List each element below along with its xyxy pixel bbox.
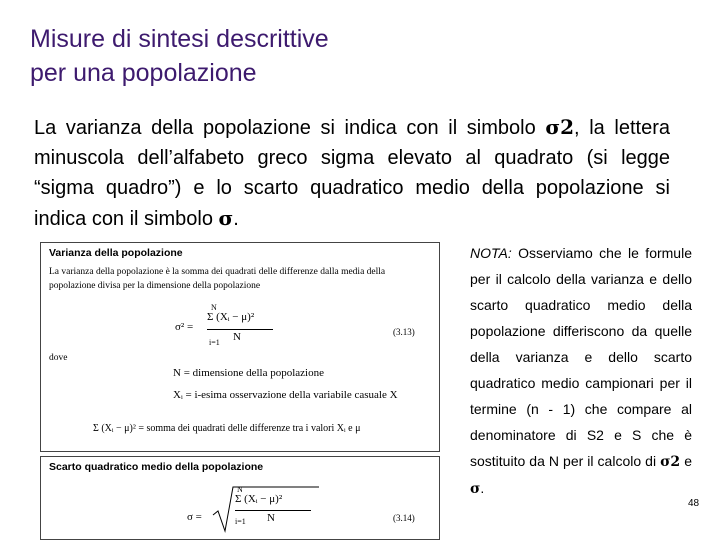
variance-sum-upper: N (211, 303, 217, 312)
definition-N: N = dimensione della popolazione (173, 367, 324, 379)
note-text-3: e (680, 453, 692, 469)
variance-fraction-bar (207, 329, 273, 330)
sigma-symbol: σ (218, 206, 234, 230)
intro-text-1: La varianza della popolazione si indica con il simbolo (34, 117, 546, 139)
sd-formula-numerator: Σ (Xᵢ − μ)² (235, 493, 283, 505)
sd-formula-denominator: N (267, 512, 275, 524)
sigma-squared-symbol: σ2 (545, 115, 575, 139)
note-text-2: e S che è sostituito da N per il calcolo di (470, 427, 692, 469)
sd-sum-upper: N (237, 485, 243, 494)
title-line-2: per una popolazione (30, 59, 257, 87)
page-number: 48 (688, 498, 700, 509)
note-sigma: σ (470, 481, 481, 497)
variance-formula-denominator: N (233, 331, 241, 343)
sd-sum-lower: i=1 (235, 517, 246, 526)
note-text (470, 240, 692, 502)
note-S2: S2 (586, 427, 604, 443)
note-sigma-squared: σ2 (660, 454, 681, 470)
sd-fraction-bar (235, 510, 311, 511)
intro-text-2: , la lettera minuscola dell’alfabeto greco sigma elevato al quadrato (si legge “sigma quadro”) e lo scarto quadratico medio della popolazione si indica con il simbolo (34, 117, 670, 230)
variance-formula-numerator: Σ (Xᵢ − μ)² (207, 311, 255, 323)
intro-paragraph (34, 112, 670, 234)
sd-formula-lhs: σ = (187, 511, 202, 523)
variance-sum-lower: i=1 (209, 338, 220, 347)
variance-eq-number: (3.13) (393, 327, 415, 337)
note-text-4: . (480, 480, 485, 496)
variance-panel-heading: Varianza della popolazione (49, 247, 183, 259)
slide-title (30, 22, 329, 90)
intro-text-3: . (233, 208, 239, 230)
where-label: dove (49, 353, 68, 363)
variance-description: La varianza della popolazione è la somma dei quadrati delle differenze dalla media della popolazione divisa per la dimensione della popolazione (49, 267, 386, 291)
note-text-1: Osserviamo che le formule per il calcolo della varianza e dello scarto quadratico medio della popolazione differiscono da quelle della varianza e dello scarto quadratico medio campionari per il termine (n - 1) che compare al denominatore di (470, 245, 692, 443)
definition-sum: Σ (Xᵢ − μ)² = somma dei quadrati delle differenze tra i valori Xᵢ e μ (93, 423, 361, 434)
note-label: NOTA: (470, 245, 512, 261)
sd-panel-heading: Scarto quadratico medio della popolazione (49, 461, 264, 473)
definition-Xi: Xᵢ = i-esima osservazione della variabile casuale X (173, 389, 398, 401)
sd-eq-number: (3.14) (393, 513, 415, 523)
variance-formula-lhs: σ² = (175, 321, 194, 333)
variance-definition-panel (40, 242, 440, 452)
title-line-1: Misure di sintesi descrittive (30, 25, 329, 53)
sd-definition-panel (40, 456, 440, 540)
